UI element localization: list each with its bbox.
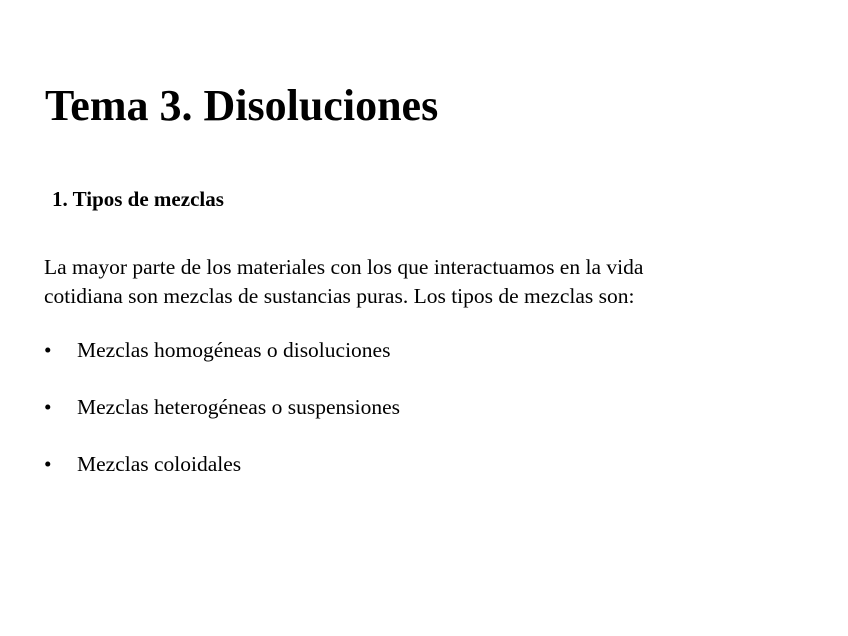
bullet-icon: •: [44, 395, 52, 419]
list-item-label: Mezclas coloidales: [77, 452, 242, 476]
list-item: [44, 336, 400, 365]
bullet-icon: •: [44, 452, 52, 476]
mixture-types-list: [44, 336, 400, 507]
list-item: [44, 393, 400, 422]
intro-paragraph: [44, 253, 804, 311]
bullet-icon: •: [44, 338, 52, 362]
section-heading: 1. Tipos de mezclas: [52, 187, 224, 211]
list-item-label: Mezclas homogéneas o disoluciones: [77, 338, 391, 362]
intro-line: cotidiana son mezclas de sustancias puras. Los tipos de mezclas son:: [44, 284, 635, 308]
list-item-label: Mezclas heterogéneas o suspensiones: [77, 395, 400, 419]
page-title: Tema 3. Disoluciones: [45, 81, 439, 130]
list-item: [44, 450, 400, 479]
intro-line: La mayor parte de los materiales con los que interactuamos en la vida: [44, 255, 644, 279]
